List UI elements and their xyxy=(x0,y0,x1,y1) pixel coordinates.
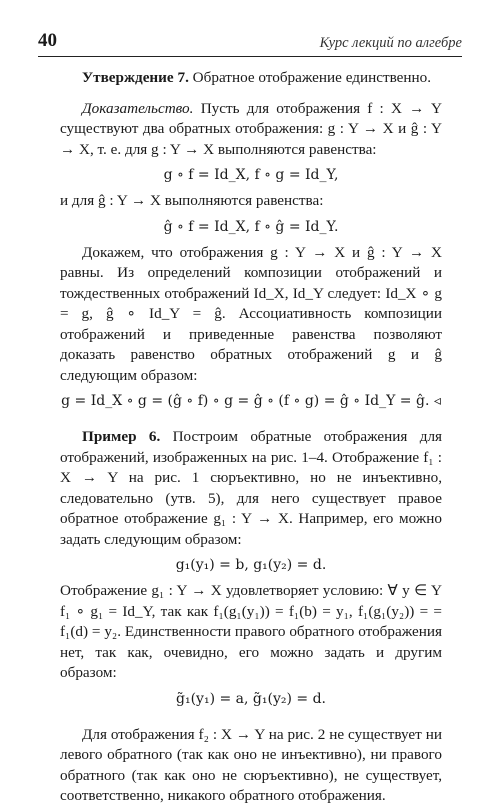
example-paragraph xyxy=(60,427,442,550)
proof-text: Пусть для отображения f : X → Y существуют два обратных отображения: g : Y → X и ĝ : Y → X, т. е. для g : Y → X выполняются равенства: xyxy=(60,99,443,158)
header-rule xyxy=(38,56,462,57)
proof-paragraph xyxy=(60,99,442,161)
paragraph-5: Отображение g₁ : Y → X удовлетворяет условию: ∀ y ∈ Y f₁ ∘ g₁ = Id_Y, так как f₁(g₁(y₁)) = f₁(b) = y₁, f₁(g₁(y₂)) = = f₁(d) = y₂. Единственности правого обратного отображения нет, так как, очевидно, его можно задать и другим образом: xyxy=(60,582,442,681)
equation-3: g = Id_X ∘ g = (ĝ ∘ f) ∘ g = ĝ ∘ (f ∘ g) = ĝ ∘ Id_Y = ĝ. ◃ xyxy=(61,393,441,409)
example-label: Пример 6. xyxy=(82,428,161,445)
page-content xyxy=(60,68,442,807)
statement-paragraph xyxy=(60,68,442,89)
running-title: Курс лекций по алгебре xyxy=(319,35,462,51)
example-text: Построим обратные отображения для отображений, изображенных на рис. 1–4. Отображение f₁ : X → Y на рис. 1 сюръективно, но не инъективно, следовательно (утв. 5), для него существует правое обратное отображение g₁ : Y → X. Например, его можно задать следующим образом: xyxy=(60,428,443,548)
proof-label: Доказательство. xyxy=(82,99,194,117)
statement-text: Обратное отображение единственно. xyxy=(192,69,432,86)
paragraph-3: Докажем, что отображения g : Y → X и ĝ : Y → X равны. Из определений композиции отображений и тождественных отображений Id_X, Id_Y следует: Id_X ∘ g = g, ĝ ∘ Id_Y = ĝ. Ассоциативность композиции отображений и приведенные равенства позволяют доказать равенство обратных отображений g и ĝ следующим образом: xyxy=(60,243,442,384)
page-header xyxy=(38,30,462,52)
paragraph-6: Для отображения f₂ : X → Y на рис. 2 не существует ни левого обратного (так как оно не инъективно), ни правого обратного (так как оно не сюръективно), не существует, соответственно, никакого обратного отображения. xyxy=(60,725,442,804)
statement-label: Утверждение 7. xyxy=(82,69,189,86)
equation-2: ĝ ∘ f = Id_X, f ∘ ĝ = Id_Y. xyxy=(163,218,339,235)
page-number: 40 xyxy=(38,30,57,51)
paragraph-2: и для ĝ : Y → X выполняются равенства: xyxy=(60,192,324,209)
equation-4: g₁(y₁) = b, g₁(y₂) = d. xyxy=(175,557,327,573)
equation-1: g ∘ f = Id_X, f ∘ g = Id_Y, xyxy=(163,167,339,183)
equation-5: g̃₁(y₁) = a, g̃₁(y₂) = d. xyxy=(176,690,326,707)
